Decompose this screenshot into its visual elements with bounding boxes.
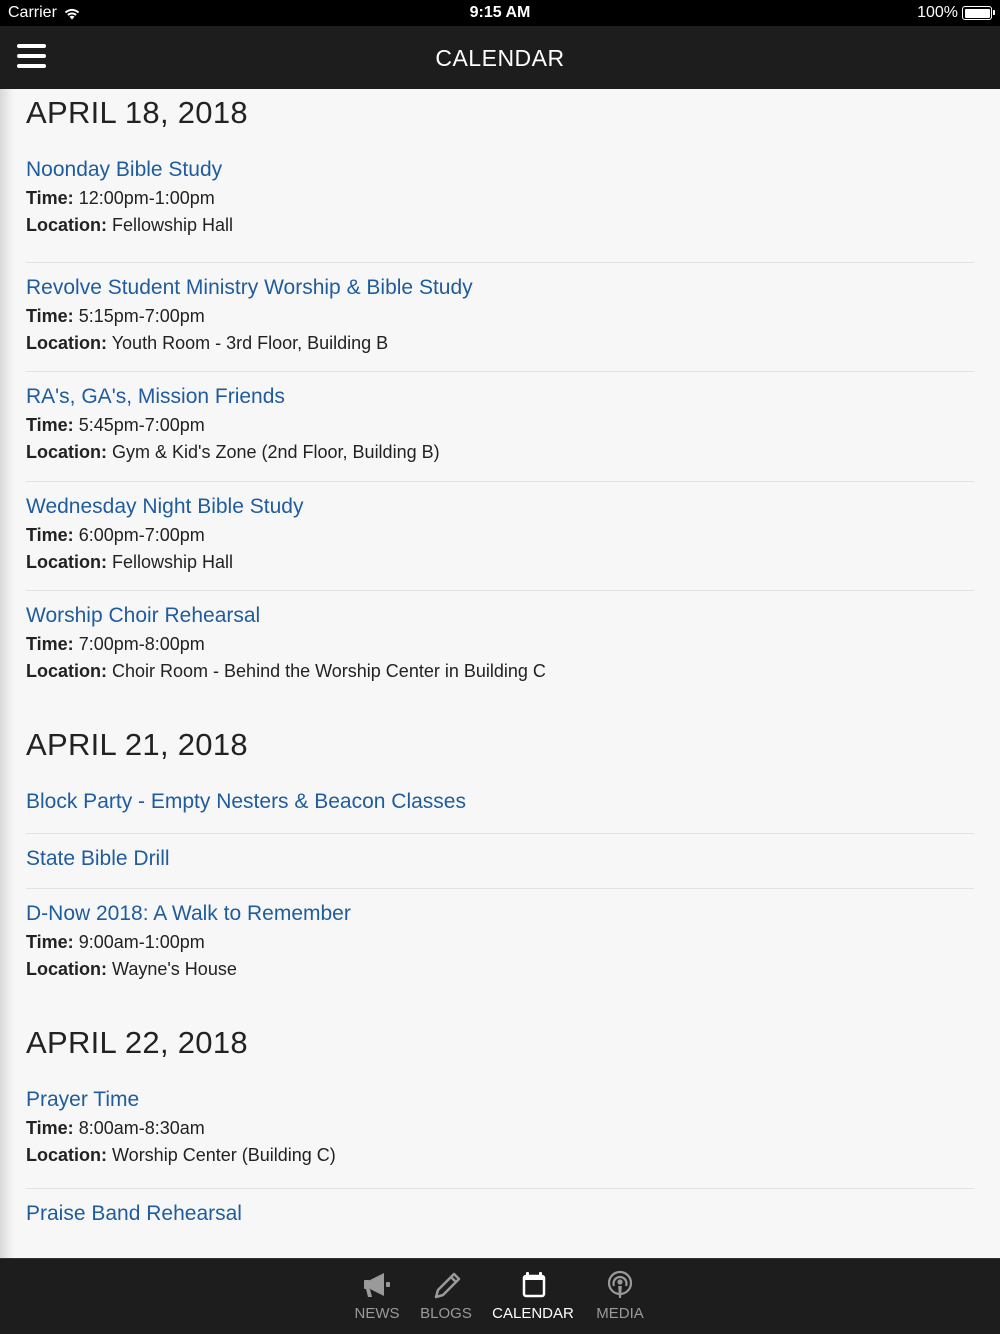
tab-blogs[interactable] <box>401 1269 491 1322</box>
event-time <box>26 633 974 655</box>
event-title-link[interactable]: Revolve Student Ministry Worship & Bible Study <box>26 276 473 299</box>
tab-media[interactable] <box>575 1269 665 1322</box>
calendar-list[interactable] <box>0 89 1000 1258</box>
event-time <box>26 305 974 327</box>
battery-indicator <box>917 4 992 22</box>
event-item <box>26 591 974 721</box>
event-item <box>26 263 974 372</box>
location-value: Wayne's House <box>112 959 237 979</box>
event-location <box>26 551 974 573</box>
battery-percent: 100% <box>917 4 958 21</box>
location-value: Worship Center (Building C) <box>112 1145 336 1165</box>
event-location <box>26 214 974 236</box>
event-time <box>26 1117 974 1139</box>
carrier-label: Carrier <box>8 4 57 21</box>
battery-icon <box>962 6 992 20</box>
location-label: Location: <box>26 959 107 979</box>
day-section <box>26 721 974 1019</box>
time-value: 8:00am-8:30am <box>78 1118 205 1138</box>
time-label: Time: <box>26 415 74 435</box>
event-title-link[interactable]: Noonday Bible Study <box>26 158 223 181</box>
tab-label: BLOGS <box>420 1305 472 1322</box>
event-item <box>26 889 974 1019</box>
event-title-link[interactable]: Prayer Time <box>26 1088 140 1111</box>
calendar-icon <box>488 1269 578 1301</box>
event-item <box>26 372 974 482</box>
event-title-link[interactable]: D-Now 2018: A Walk to Remember <box>26 902 351 925</box>
location-label: Location: <box>26 215 107 235</box>
time-value: 7:00pm-8:00pm <box>78 634 205 654</box>
event-item <box>26 1077 974 1189</box>
event-item <box>26 482 974 591</box>
event-item <box>26 153 974 263</box>
event-location <box>26 332 974 354</box>
time-value: 9:00am-1:00pm <box>78 932 205 952</box>
clock: 9:15 AM <box>469 4 531 21</box>
event-item <box>26 834 974 889</box>
date-heading: APRIL 21, 2018 <box>26 727 248 762</box>
event-location <box>26 441 974 463</box>
event-time <box>26 931 974 953</box>
event-title-link[interactable]: Wednesday Night Bible Study <box>26 495 304 518</box>
time-label: Time: <box>26 188 74 208</box>
date-heading: APRIL 22, 2018 <box>26 1025 248 1060</box>
tab-label: MEDIA <box>596 1305 644 1322</box>
time-value: 6:00pm-7:00pm <box>78 525 205 545</box>
location-label: Location: <box>26 333 107 353</box>
event-location <box>26 1144 974 1166</box>
page-title: CALENDAR <box>435 45 565 71</box>
event-title-link[interactable]: Praise Band Rehearsal <box>26 1202 242 1225</box>
location-value: Fellowship Hall <box>112 552 234 572</box>
location-value: Gym & Kid's Zone (2nd Floor, Building B) <box>112 442 440 462</box>
time-value: 5:15pm-7:00pm <box>78 306 205 326</box>
event-time <box>26 524 974 546</box>
tab-bar <box>0 1258 1000 1334</box>
podcast-icon <box>575 1269 665 1301</box>
time-label: Time: <box>26 306 74 326</box>
day-section <box>26 89 974 721</box>
location-label: Location: <box>26 552 107 572</box>
event-time <box>26 187 974 209</box>
tab-label: CALENDAR <box>492 1305 574 1322</box>
time-label: Time: <box>26 525 74 545</box>
time-label: Time: <box>26 634 74 654</box>
location-value: Choir Room - Behind the Worship Center in Building C <box>112 661 546 681</box>
navigation-bar <box>0 26 1000 89</box>
time-label: Time: <box>26 932 74 952</box>
event-item <box>26 779 974 834</box>
time-value: 12:00pm-1:00pm <box>78 188 215 208</box>
event-title-link[interactable]: Worship Choir Rehearsal <box>26 604 261 627</box>
pencil-icon <box>401 1269 491 1301</box>
tab-calendar[interactable] <box>488 1269 578 1322</box>
day-section <box>26 1019 974 1249</box>
time-value: 5:45pm-7:00pm <box>78 415 205 435</box>
location-label: Location: <box>26 442 107 462</box>
time-label: Time: <box>26 1118 74 1138</box>
tab-label: NEWS <box>354 1305 400 1322</box>
event-title-link[interactable]: State Bible Drill <box>26 847 170 870</box>
event-location <box>26 660 974 682</box>
event-location <box>26 958 974 980</box>
event-title-link[interactable]: Block Party - Empty Nesters & Beacon Classes <box>26 790 466 813</box>
location-label: Location: <box>26 1145 107 1165</box>
date-heading: APRIL 18, 2018 <box>26 95 248 130</box>
location-label: Location: <box>26 661 107 681</box>
event-title-link[interactable]: RA's, GA's, Mission Friends <box>26 385 285 408</box>
location-value: Fellowship Hall <box>112 215 234 235</box>
location-value: Youth Room - 3rd Floor, Building B <box>111 333 389 353</box>
event-time <box>26 414 974 436</box>
event-item <box>26 1189 974 1249</box>
status-bar <box>0 0 1000 26</box>
